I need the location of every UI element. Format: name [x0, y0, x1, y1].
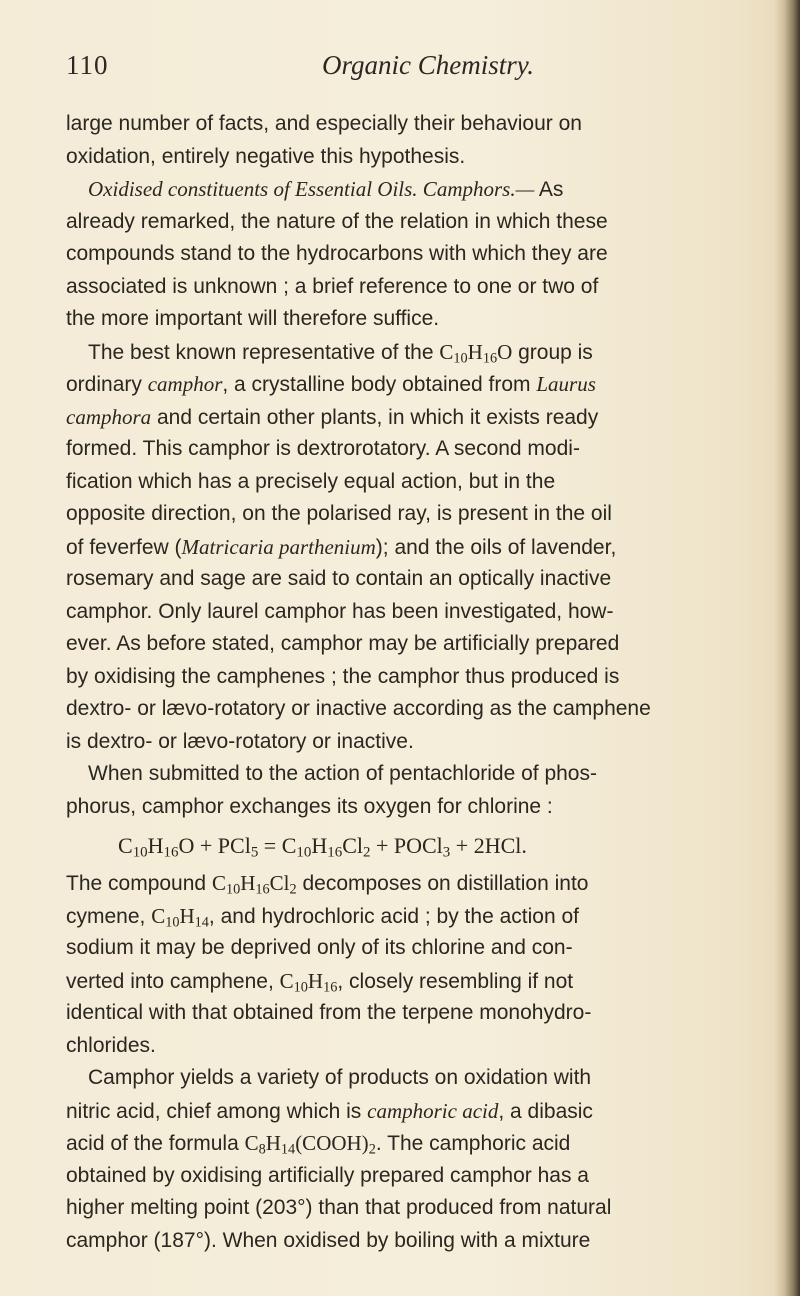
text-span: The best known representative of the: [88, 340, 440, 364]
text-line: dextro- or lævo-rotatory or inactive according as the camphene: [66, 697, 651, 720]
formula-c10h16: $C_{10}H_{16}$: [279, 968, 338, 996]
term-camphora: camphora: [66, 404, 152, 429]
text-line: opposite direction, on the polarised ray, is present in the oil: [66, 502, 612, 525]
text-line: identical with that obtained from the terpene monohydro-: [66, 1001, 592, 1024]
text-line: rosemary and sage are said to contain an optically inactive: [66, 567, 612, 590]
text-line: camphor (187°). When oxidised by boiling with a mixture: [66, 1228, 591, 1252]
text-span: , a crystalline body obtained from: [222, 373, 537, 396]
text-line: oxidation, entirely negative this hypothesis.: [66, 144, 466, 168]
text-span: , and hydrochloric acid ; by the action of: [208, 904, 579, 928]
term-laurus: Laurus: [536, 372, 596, 396]
text-line: chlorides.: [66, 1033, 156, 1057]
text-span: of feverfew (: [66, 535, 182, 559]
section-heading: Oxidised constituents of Essential Oils. Camphors.—: [88, 177, 535, 201]
page-edge-shadow: [774, 0, 800, 1296]
text-line: compounds stand to the hydrocarbons with which they are: [66, 242, 608, 265]
text-line: [66, 900, 720, 933]
text-line: large number of facts, and especially their behaviour on: [66, 112, 582, 135]
page-number: 110: [66, 50, 109, 80]
text-line: phorus, camphor exchanges its oxygen for chlorine :: [66, 794, 553, 818]
text-line: higher melting point (203°) than that produced from natural: [66, 1196, 612, 1219]
text-span: The compound: [66, 872, 212, 895]
text-line: the more important will therefore suffice.: [66, 307, 440, 330]
text-span: As: [534, 178, 564, 201]
text-span: ); and the oils of lavender,: [375, 535, 617, 559]
text-span: group is: [512, 340, 593, 364]
text-span: and certain other plants, in which it exists ready: [151, 405, 599, 429]
text-line: associated is unknown ; a brief reference to one or two of: [66, 274, 599, 298]
term-matricaria: Matricaria parthenium: [181, 534, 376, 559]
running-title: Organic Chemistry.: [322, 50, 534, 80]
text-line: ever. As before stated, camphor may be artificially prepared: [66, 632, 620, 655]
text-line: [66, 965, 720, 998]
text-span: ordinary: [66, 373, 148, 396]
text-line: [66, 401, 720, 434]
page-header: [66, 50, 716, 90]
text-line: [66, 368, 720, 401]
formula-c10h16o: $C_{10}H_{16}O$: [439, 339, 513, 367]
text-line: [66, 1127, 720, 1160]
text-line: already remarked, the nature of the relation in which these: [66, 209, 608, 233]
text-span: nitric acid, chief among which is: [66, 1099, 368, 1123]
text-span: decomposes on distillation into: [296, 872, 589, 895]
section-heading-line: [66, 173, 720, 206]
text-line: [66, 1095, 720, 1128]
text-line: is dextro- or lævo-rotatory or inactive.: [66, 729, 414, 753]
text-line: by oxidising the camphenes ; the camphor thus produced is: [66, 664, 620, 688]
text-line: formed. This camphor is dextrorotatory. A second modi-: [66, 437, 580, 460]
text-span: verted into camphene,: [66, 969, 280, 993]
text-span: , a dibasic: [498, 1099, 593, 1123]
text-line: [66, 867, 720, 900]
text-span: acid of the formula: [66, 1132, 245, 1155]
text-line: [66, 531, 720, 564]
page-body: [66, 108, 720, 1257]
text-line: camphor. Only laurel camphor has been investigated, how-: [66, 599, 614, 623]
text-span: , closely resembling if not: [337, 969, 574, 993]
formula-c10h16cl2: $C_{10}H_{16}Cl_2$: [211, 871, 297, 898]
text-span: . The camphoric acid: [375, 1132, 571, 1155]
text-line: [66, 336, 720, 369]
term-camphoric-acid: camphoric acid: [367, 1098, 499, 1123]
formula-camphoric-acid: $C_8H_{14}(COOH)_2$: [244, 1131, 376, 1158]
chemical-equation: $C_{10}H_{16}O + PCl_5 = C_{10}H_{16}Cl_2$ + POCl$_3$ + 2HCl.: [118, 833, 527, 861]
text-line: When submitted to the action of pentachloride of phos-: [88, 762, 597, 785]
text-line: obtained by oxidising artificially prepared camphor has a: [66, 1163, 589, 1187]
term-camphor: camphor: [147, 372, 223, 396]
text-line: fication which has a precisely equal action, but in the: [66, 469, 556, 493]
text-line: sodium it may be deprived only of its chlorine and con-: [66, 936, 573, 959]
formula-c10h14: $C_{10}H_{14}$: [151, 903, 209, 931]
text-span: cymene,: [66, 904, 152, 928]
text-line: Camphor yields a variety of products on oxidation with: [88, 1066, 592, 1089]
